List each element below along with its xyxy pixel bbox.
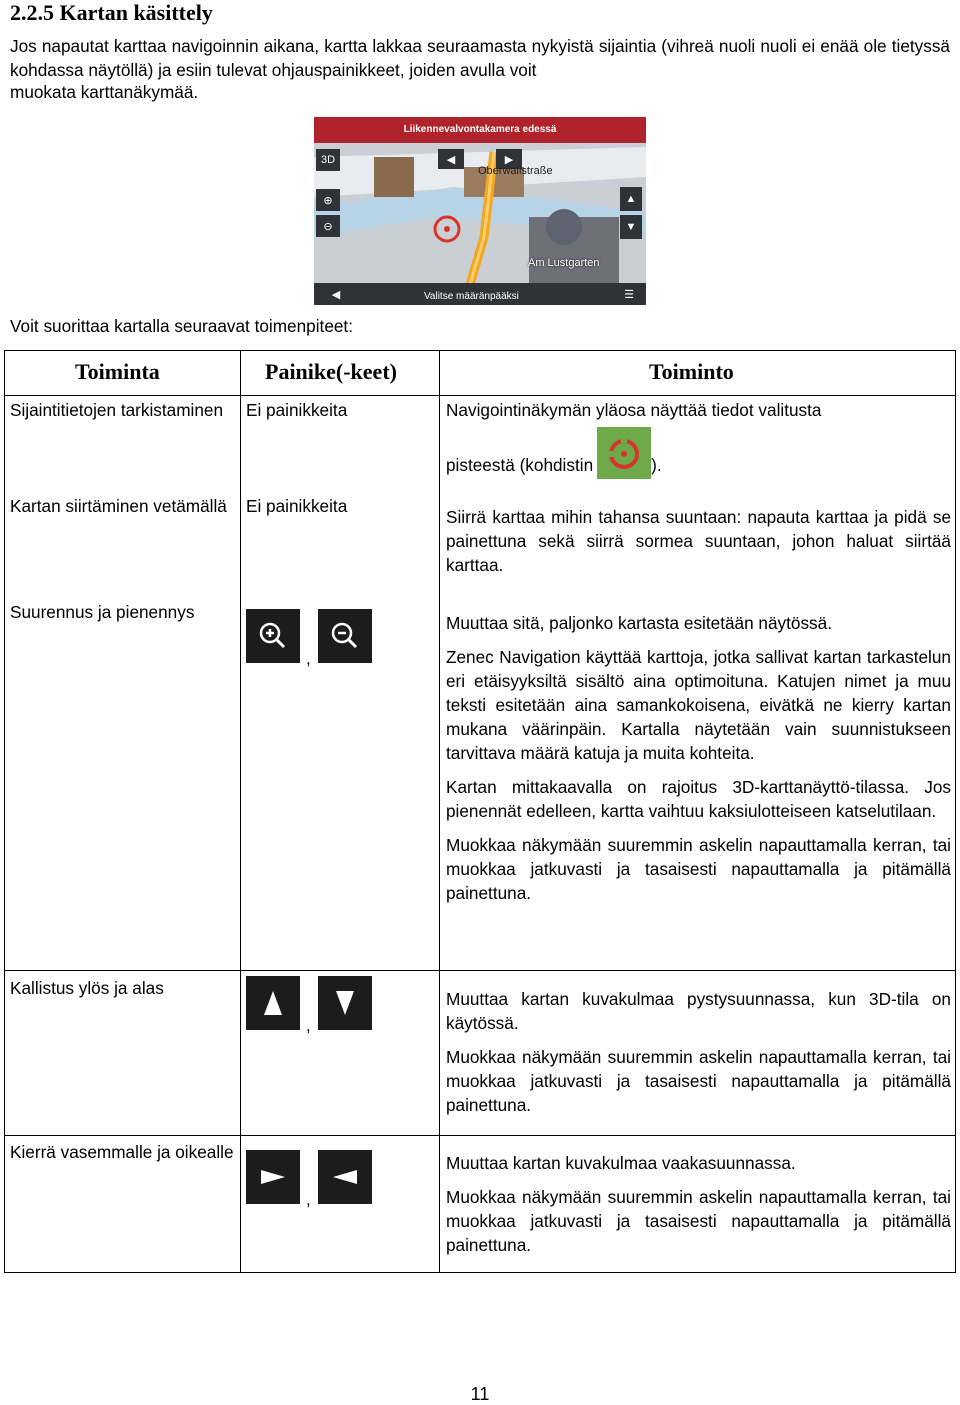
menu-icon: ☰ xyxy=(624,288,634,301)
header-action: Toiminta xyxy=(75,359,160,384)
tilt-down-icon: ▼ xyxy=(625,221,637,233)
map-tilt-up-button[interactable] xyxy=(620,187,642,211)
table-lead-text: Voit suorittaa kartalla seuraavat toimenpiteet: xyxy=(10,316,353,336)
tilt-up-icon: ▲ xyxy=(625,193,637,205)
street-label: Oberwallstraße xyxy=(478,165,553,177)
map-menu-button[interactable] xyxy=(614,285,644,303)
header-buttons: Painike(-keet) xyxy=(265,359,397,384)
map-rotate-left-button[interactable] xyxy=(438,149,464,169)
map-background xyxy=(314,117,646,305)
map-warning-banner: Liikennevalvontakamera edessä xyxy=(314,117,646,143)
header-function: Toiminto xyxy=(649,359,734,384)
row-action: Sijaintitietojen tarkistaminen xyxy=(10,400,224,420)
row-divider xyxy=(5,970,955,971)
back-arrow-icon: ◀ xyxy=(331,288,341,301)
function-paragraph: Zenec Navigation käyttää karttoja, jotka sallivat kartan tarkastelun eri etäisyyksiltä sisältö aina optimoituna. Katujen nimet ja muu teksti esitetään aina samankokoisena, eivätkä ne kierry kartan mukana väärinpäin. Kartalla näytetään vain suunnistukseen tarvittava määrä katuja ja muita kohteita. xyxy=(446,647,951,763)
rotate-right-button[interactable] xyxy=(246,1150,300,1204)
rotate-right-icon: ▶ xyxy=(504,153,514,166)
row-buttons: Ei painikkeita xyxy=(246,496,348,516)
rotate-left-icon xyxy=(330,1162,360,1192)
row-function: Siirrä karttaa mihin tahansa suuntaan: napauta karttaa ja pidä se painettuna sekä siirrä sormea suuntaan, johon haluat siirtää karttaa. xyxy=(446,507,951,575)
header-divider xyxy=(5,395,955,396)
separator: , xyxy=(306,1016,311,1035)
tilt-up-icon xyxy=(258,988,288,1018)
row-action: Kierrä vasemmalle ja oikealle xyxy=(10,1142,234,1162)
row-function-cont xyxy=(446,421,951,479)
tilt-down-button[interactable] xyxy=(318,976,372,1030)
row-function xyxy=(446,1151,951,1267)
intro-paragraph-end: muokata karttanäkymää. xyxy=(10,82,199,102)
zoom-in-button[interactable] xyxy=(246,609,300,663)
function-paragraph: Muuttaa kartan kuvakulmaa pystysuunnassa, kun 3D-tila on käytössä. xyxy=(446,989,951,1033)
rotate-right-icon xyxy=(258,1162,288,1192)
map-back-button[interactable] xyxy=(316,285,356,303)
map-tilt-down-button[interactable] xyxy=(620,215,642,239)
row-action: Suurennus ja pienennys xyxy=(10,602,195,622)
tilt-down-icon xyxy=(330,988,360,1018)
row-action: Kallistus ylös ja alas xyxy=(10,978,164,998)
function-paragraph: Muuttaa kartan kuvakulmaa vaakasuunnassa. xyxy=(446,1153,796,1173)
zoom-out-button[interactable] xyxy=(318,609,372,663)
row-function-text: pisteestä (kohdistin xyxy=(446,455,594,475)
row-function-text-end: ). xyxy=(651,455,662,475)
zoom-in-icon: ⊕ xyxy=(323,194,333,207)
intro-paragraph: Jos napautat karttaa navigoinnin aikana, kartta lakkaa seuraamasta nykyistä sijaintia (vihreä nuoli nuoli ei enää ole tietyssä kohdassa näytöllä) ja esiin tulevat ohjauspainikkeet, joiden avulla voit xyxy=(10,36,950,80)
separator: , xyxy=(306,1190,311,1209)
zoom-in-icon xyxy=(256,619,290,653)
street-label: Am Lustgarten xyxy=(528,257,600,269)
page-number: 11 xyxy=(470,1384,490,1404)
row-action: Kartan siirtäminen vetämällä xyxy=(10,496,227,516)
function-paragraph: Kartan mittakaavalla on rajoitus 3D-karttanäyttö-tilassa. Jos pienennät edelleen, kartta vaihtuu kaksiulotteiseen katselutilaan. xyxy=(446,777,951,821)
function-paragraph: Muokkaa näkymään suuremmin askelin napauttamalla kerran, tai muokkaa jatkuvasti ja tasaisesti napauttamalla ja pitämällä painettuna. xyxy=(446,1187,951,1255)
section-heading: 2.2.5 Kartan käsittely xyxy=(10,0,213,25)
rotate-left-icon: ◀ xyxy=(446,153,456,166)
zoom-out-icon xyxy=(328,619,362,653)
zoom-out-icon: ⊖ xyxy=(323,220,333,233)
row-function xyxy=(446,611,951,915)
function-paragraph: Muokkaa näkymään suuremmin askelin napauttamalla kerran, tai muokkaa jatkuvasti ja tasaisesti napauttamalla ja pitämällä painettuna. xyxy=(446,1047,951,1115)
map-zoom-out-button[interactable] xyxy=(316,215,340,237)
separator: , xyxy=(306,649,311,668)
map-3d-button[interactable]: 3D xyxy=(316,149,340,171)
actions-table xyxy=(4,350,956,1273)
column-divider xyxy=(439,351,440,1272)
select-destination-label[interactable]: Valitse määränpääksi xyxy=(424,291,519,302)
row-function xyxy=(446,987,951,1127)
function-paragraph: Muokkaa näkymään suuremmin askelin napauttamalla kerran, tai muokkaa jatkuvasti ja tasaisesti napauttamalla ja pitämällä painettuna. xyxy=(446,835,951,903)
tilt-up-button[interactable] xyxy=(246,976,300,1030)
rotate-left-button[interactable] xyxy=(318,1150,372,1204)
cursor-icon xyxy=(597,427,651,479)
function-paragraph: Muuttaa sitä, paljonko kartasta esitetään näytössä. xyxy=(446,613,832,633)
map-zoom-in-button[interactable] xyxy=(316,189,340,211)
row-buttons: Ei painikkeita xyxy=(246,400,348,420)
row-divider xyxy=(5,1135,955,1136)
map-screenshot xyxy=(314,117,646,305)
column-divider xyxy=(240,351,241,1272)
row-function: Navigointinäkymän yläosa näyttää tiedot valitusta xyxy=(446,400,822,420)
